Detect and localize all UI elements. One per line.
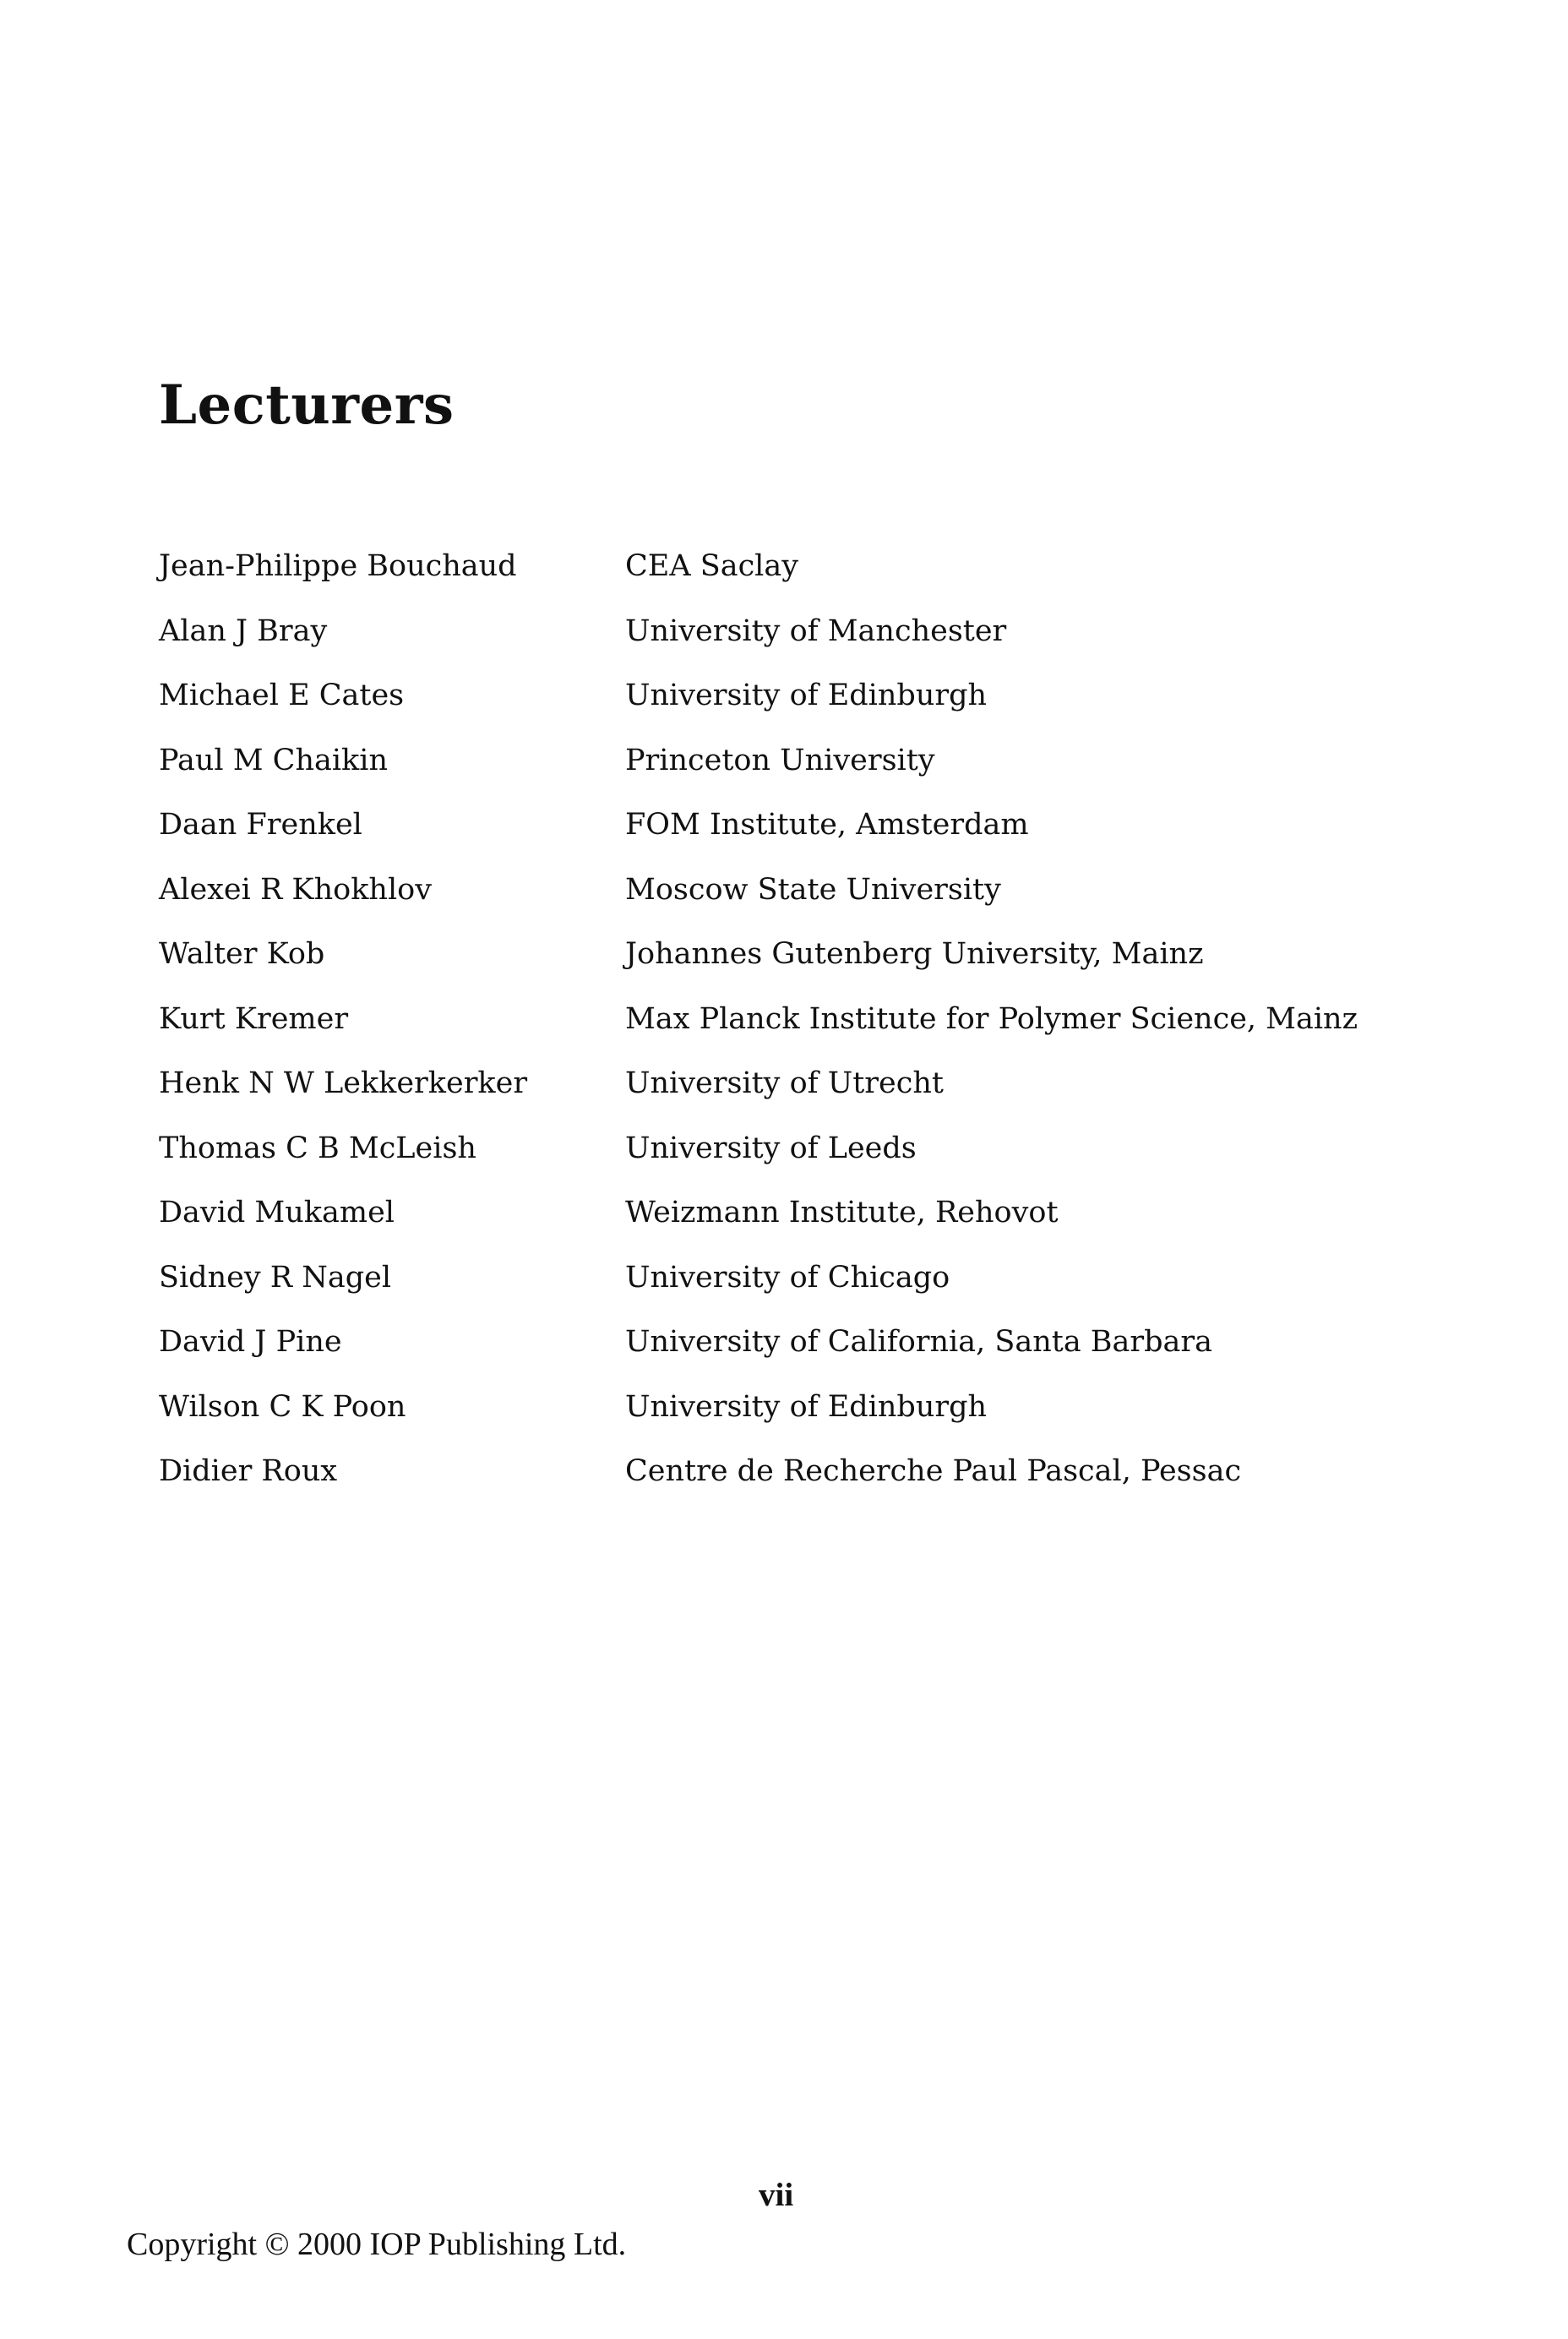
lecturer-row bbox=[159, 549, 1426, 614]
lecturer-affiliation: University of Utrecht bbox=[625, 1066, 944, 1100]
lecturer-row bbox=[159, 679, 1426, 744]
lecturer-row bbox=[159, 1454, 1426, 1519]
lecturer-row bbox=[159, 744, 1426, 809]
lecturer-name: Thomas C B McLeish bbox=[159, 1131, 476, 1165]
lecturer-affiliation: Max Planck Institute for Polymer Science, Mainz bbox=[625, 1001, 1358, 1036]
lecturer-name: Sidney R Nagel bbox=[159, 1260, 392, 1295]
lecturer-affiliation: CEA Saclay bbox=[625, 549, 799, 583]
lecturer-name: Henk N W Lekkerkerker bbox=[159, 1066, 528, 1100]
lecturer-name: Alan J Bray bbox=[159, 613, 328, 648]
lecturer-list bbox=[159, 549, 1426, 1519]
lecturer-name: David J Pine bbox=[159, 1325, 342, 1359]
lecturer-name: Daan Frenkel bbox=[159, 808, 362, 842]
page-title: Lecturers bbox=[159, 373, 455, 437]
lecturer-name: Jean-Philippe Bouchaud bbox=[159, 549, 517, 583]
lecturer-row bbox=[159, 614, 1426, 679]
lecturer-affiliation: Princeton University bbox=[625, 743, 935, 777]
lecturer-name: Kurt Kremer bbox=[159, 1001, 349, 1036]
lecturer-name: Michael E Cates bbox=[159, 679, 405, 712]
lecturer-row bbox=[159, 1325, 1426, 1390]
lecturer-name: David Mukamel bbox=[159, 1196, 395, 1229]
copyright-notice: Copyright © 2000 IOP Publishing Ltd. bbox=[127, 2227, 627, 2262]
lecturer-row bbox=[159, 937, 1426, 1002]
lecturer-affiliation: Weizmann Institute, Rehovot bbox=[625, 1196, 1059, 1229]
lecturer-row bbox=[159, 1131, 1426, 1197]
lecturer-row bbox=[159, 1390, 1426, 1455]
lecturer-affiliation: Centre de Recherche Paul Pascal, Pessac bbox=[625, 1454, 1242, 1488]
lecturer-name: Wilson C K Poon bbox=[159, 1389, 406, 1424]
lecturer-row bbox=[159, 1066, 1426, 1131]
lecturer-name: Alexei R Khokhlov bbox=[159, 872, 432, 907]
lecturer-affiliation: Moscow State University bbox=[625, 872, 1001, 907]
lecturer-name: Walter Kob bbox=[159, 937, 325, 971]
lecturer-name: Paul M Chaikin bbox=[159, 743, 388, 777]
lecturer-name: Didier Roux bbox=[159, 1454, 338, 1488]
lecturer-affiliation: Johannes Gutenberg University, Mainz bbox=[625, 937, 1204, 971]
lecturer-affiliation: University of California, Santa Barbara bbox=[625, 1325, 1212, 1359]
lecturer-affiliation: FOM Institute, Amsterdam bbox=[625, 808, 1029, 842]
lecturer-affiliation: University of Manchester bbox=[625, 613, 1007, 648]
lecturer-row bbox=[159, 1002, 1426, 1067]
lecturer-row bbox=[159, 1261, 1426, 1326]
lecturer-affiliation: University of Leeds bbox=[625, 1131, 917, 1165]
lecturer-row bbox=[159, 808, 1426, 873]
lecturer-row bbox=[159, 1196, 1426, 1261]
lecturer-affiliation: University of Edinburgh bbox=[625, 1389, 988, 1424]
lecturer-row bbox=[159, 873, 1426, 938]
page-number: vii bbox=[759, 2177, 794, 2213]
lecturer-affiliation: University of Edinburgh bbox=[625, 679, 988, 712]
lecturer-affiliation: University of Chicago bbox=[625, 1260, 950, 1295]
